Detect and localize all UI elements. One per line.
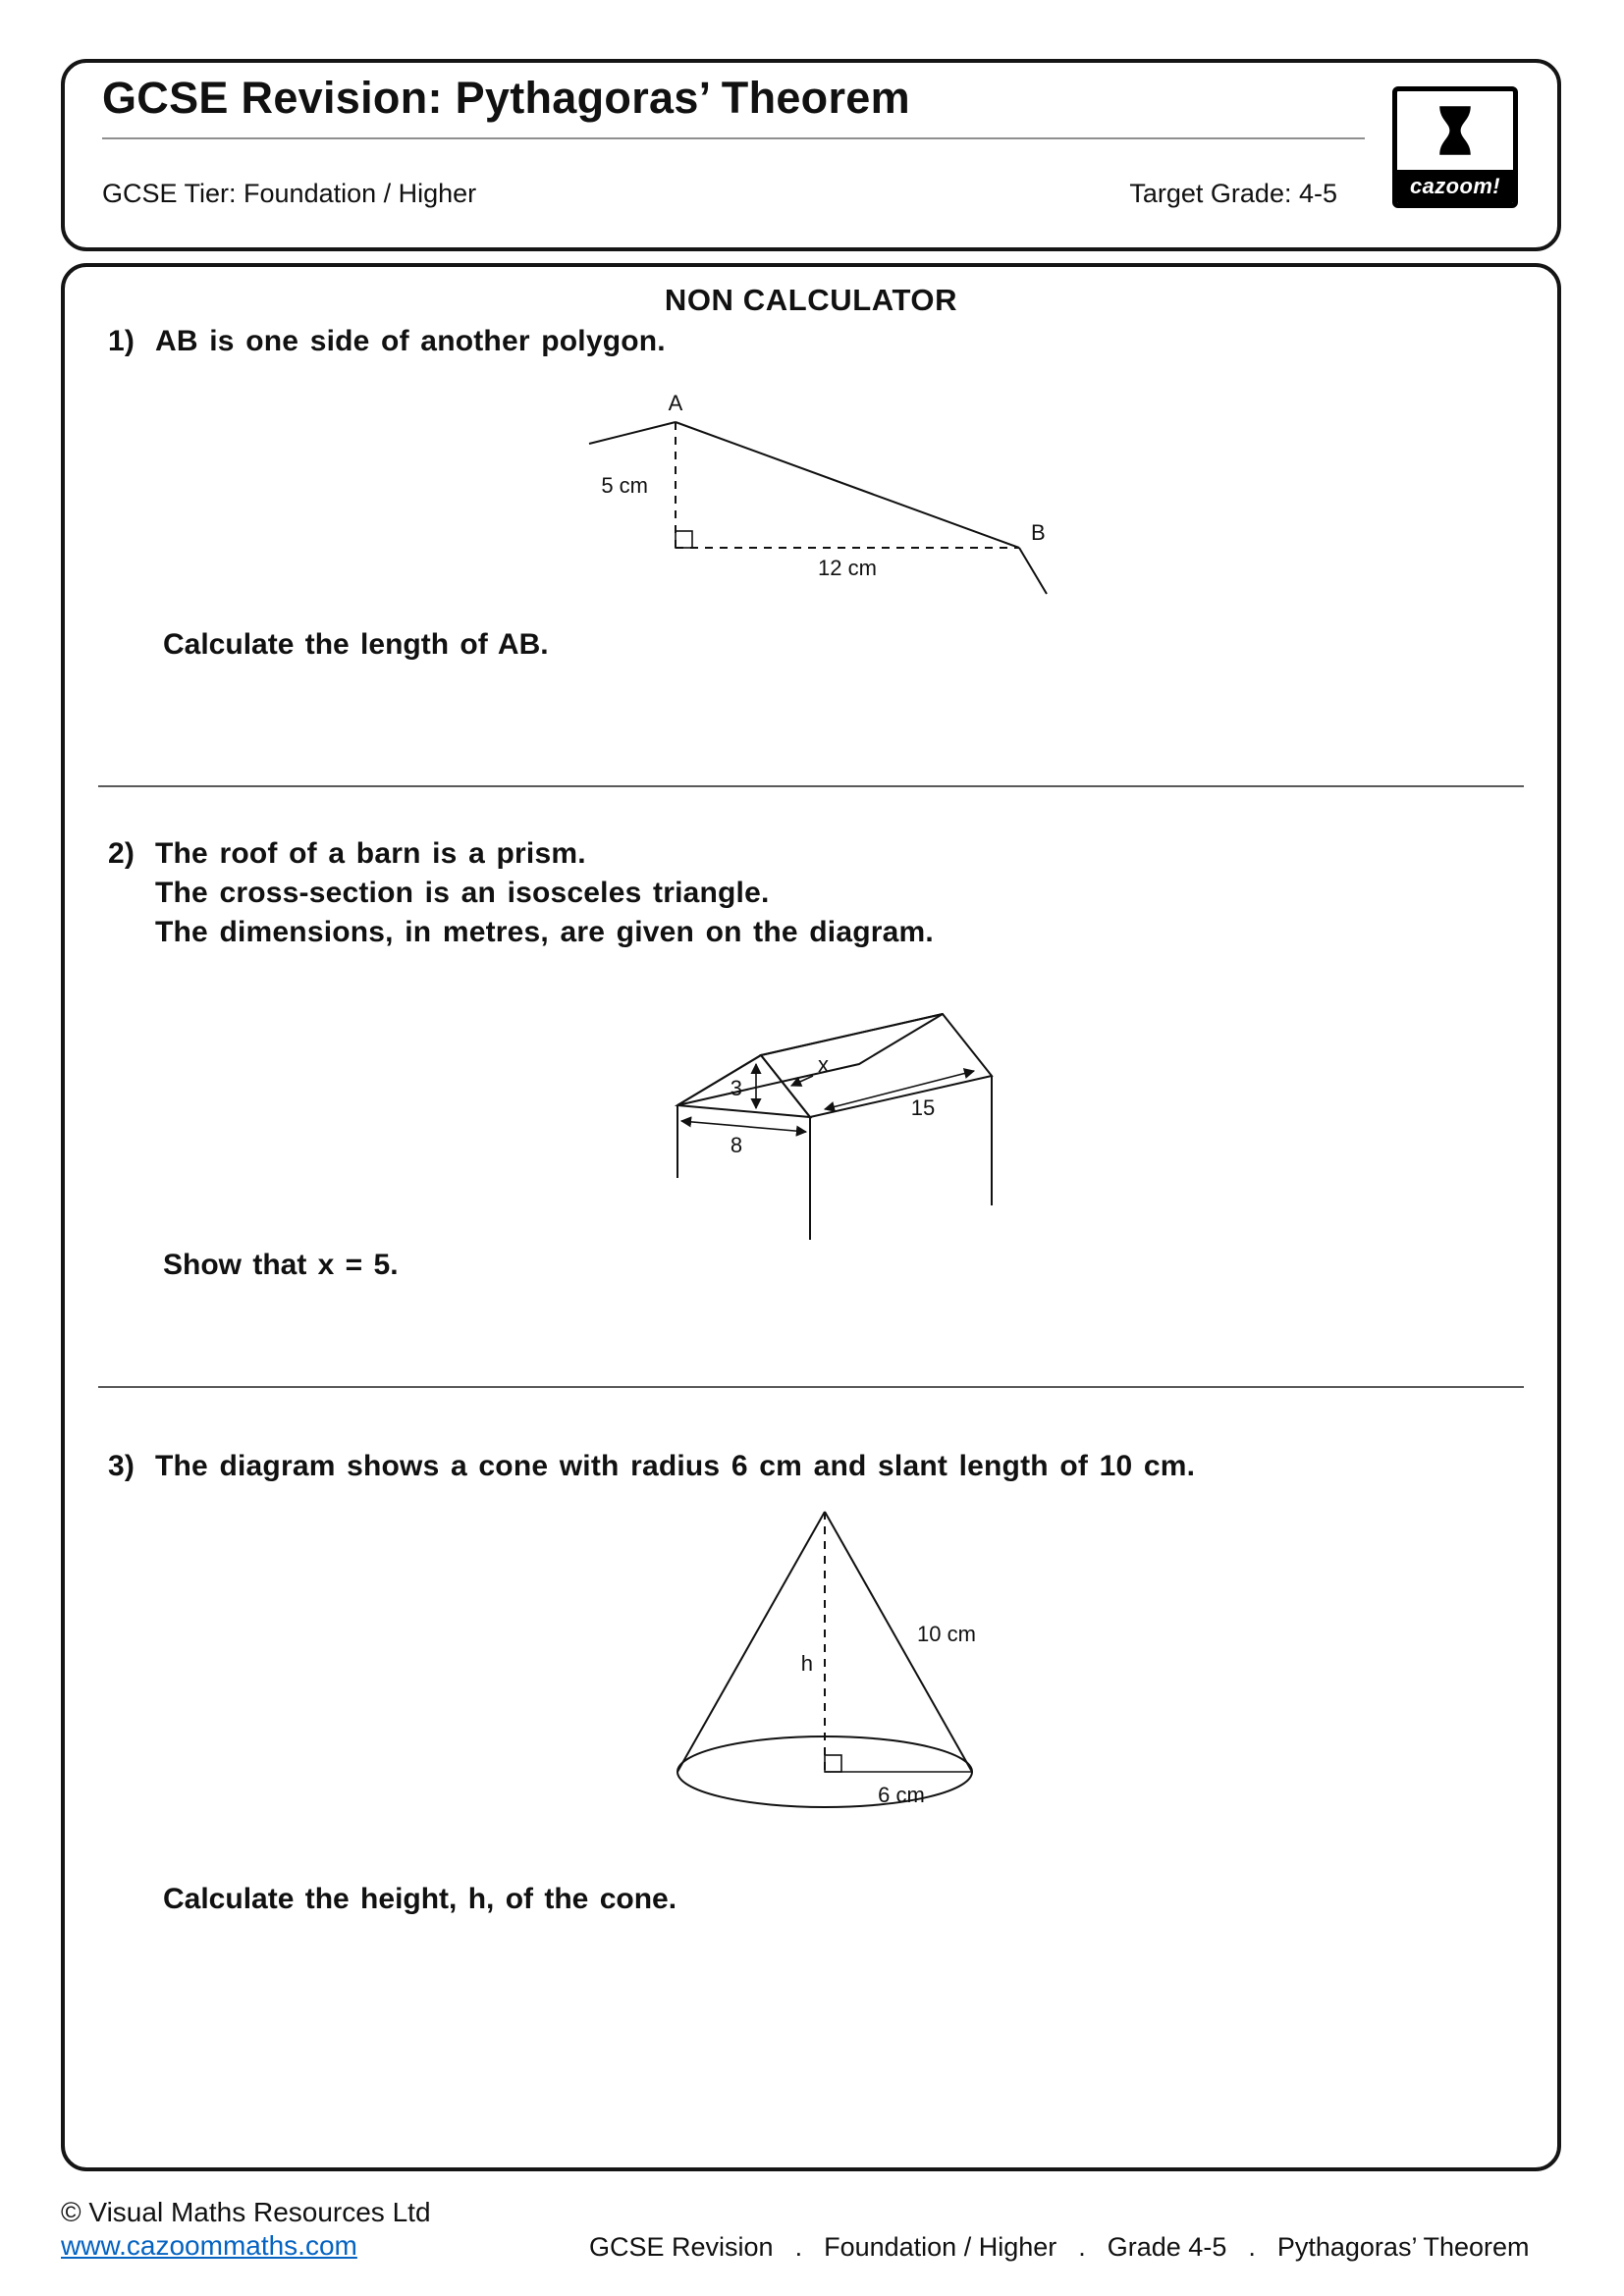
question-2-text-line3: The dimensions, in metres, are given on the diagram. (155, 916, 934, 948)
q2-prism-diagram (628, 960, 1119, 1255)
worksheet-panel (61, 263, 1561, 2171)
footer-website-link[interactable]: www.cazoommaths.com (61, 2230, 357, 2261)
question-1-text: AB is one side of another polygon. (155, 325, 666, 357)
q1-left-tail-line (589, 422, 676, 444)
footer-meta-tier: Foundation / Higher (824, 2232, 1057, 2262)
q3-label-h: h (800, 1651, 813, 1676)
q2-label-x: x (818, 1052, 829, 1077)
footer-copyright: © Visual Maths Resources Ltd (61, 2197, 431, 2227)
footer-meta (589, 2232, 1530, 2263)
q1-right-tail-line (1019, 548, 1047, 594)
hourglass-figure-icon (1397, 91, 1513, 170)
section-heading: NON CALCULATOR (664, 283, 958, 317)
footer-meta-course: GCSE Revision (589, 2232, 774, 2262)
q3-label-6cm: 6 cm (878, 1783, 925, 1807)
divider-2 (98, 1386, 1524, 1388)
question-3-task: Calculate the height, h, of the cone. (163, 1883, 677, 1915)
q3-cone-diagram (638, 1492, 1051, 1836)
q1-right-angle-marker (676, 531, 692, 548)
question-2-indent (108, 874, 155, 913)
footer-meta-topic: Pythagoras’ Theorem (1276, 2232, 1530, 2262)
question-3-number: 3) (108, 1450, 135, 1482)
logo-glyph (1433, 104, 1478, 157)
q2-label-15: 15 (910, 1095, 936, 1120)
header-panel (61, 59, 1561, 251)
question-2-task: Show that x = 5. (163, 1249, 399, 1281)
cone-left-slant-line (677, 1512, 825, 1772)
footer-meta-separator: . (1248, 2232, 1256, 2262)
title-underline (102, 137, 1365, 139)
question-3-prompt (108, 1447, 1195, 1486)
cazoom-logo (1392, 86, 1518, 208)
footer-link-wrap (61, 2230, 357, 2262)
q1-label-a: A (668, 391, 683, 415)
prism-left-roof-face (677, 1014, 943, 1105)
prism-right-roof-face (761, 1014, 992, 1117)
question-2-prompt (108, 834, 934, 952)
target-grade-label: Target Grade: 4-5 (1129, 179, 1337, 208)
page-title: GCSE Revision: Pythagoras’ Theorem (102, 73, 910, 123)
cone-right-angle-marker (825, 1755, 841, 1772)
q2-label-3: 3 (730, 1076, 742, 1100)
length-15-arrow (825, 1071, 974, 1109)
q3-label-10cm: 10 cm (917, 1622, 976, 1646)
divider-1 (98, 785, 1524, 787)
logo-wordmark: cazoom! (1397, 170, 1513, 203)
q1-ab-line (676, 422, 1019, 548)
prism-front-triangle-face (677, 1055, 810, 1117)
base-8-arrow (681, 1121, 806, 1132)
q2-label-8: 8 (730, 1133, 743, 1157)
question-2-number: 2) (108, 837, 135, 870)
question-2-text-line2: The cross-section is an isosceles triangle. (155, 877, 770, 909)
q1-label-5cm: 5 cm (601, 473, 648, 498)
question-2-indent (108, 913, 155, 952)
footer-meta-separator: . (794, 2232, 803, 2262)
footer-meta-separator: . (1078, 2232, 1086, 2262)
question-3-text: The diagram shows a cone with radius 6 cm and slant length of 10 cm. (155, 1450, 1196, 1482)
question-1-number: 1) (108, 325, 135, 357)
question-1-task: Calculate the length of AB. (163, 628, 549, 661)
q1-label-b: B (1031, 520, 1046, 545)
q1-label-12cm: 12 cm (818, 556, 877, 580)
tier-label: GCSE Tier: Foundation / Higher (102, 179, 477, 208)
question-2-text-line1: The roof of a barn is a prism. (155, 837, 586, 870)
question-1-prompt (108, 322, 666, 361)
footer-meta-grade: Grade 4-5 (1107, 2232, 1227, 2262)
q1-triangle-diagram (550, 383, 1110, 614)
